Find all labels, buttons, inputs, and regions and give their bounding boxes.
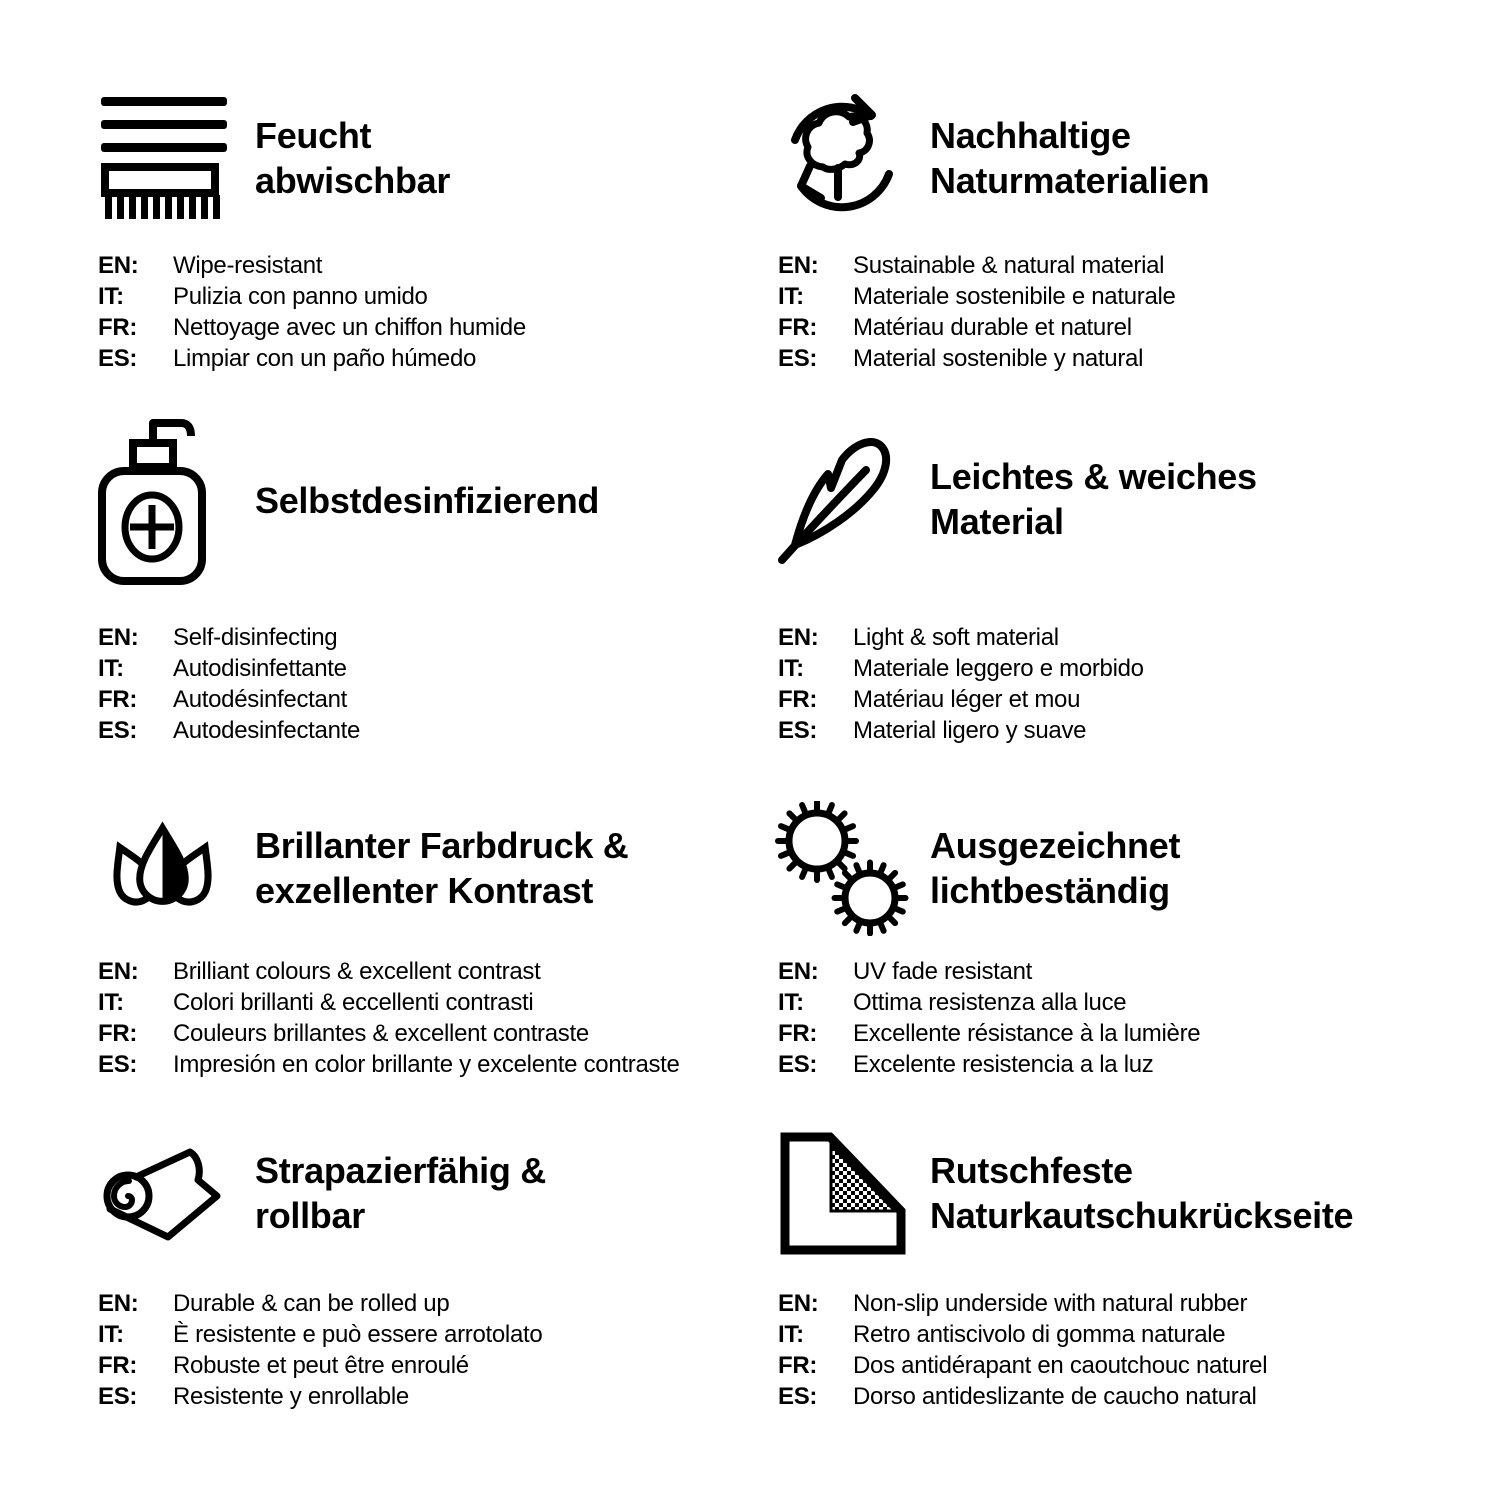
translation-list: [778, 1288, 1475, 1412]
sun-gears-icon-svg: [775, 801, 910, 936]
feature-header: [95, 413, 795, 588]
translation-row: EN: Sustainable & natural material: [778, 252, 1165, 279]
folded-corner-icon: [775, 1131, 930, 1256]
ink-drops-icon-svg: [95, 801, 230, 936]
feature-card-light-soft: [775, 413, 1475, 744]
translation-row: FR: Nettoyage avec un chiffon humide: [98, 314, 526, 341]
translation-row: ES: Resistente y enrollable: [98, 1383, 409, 1410]
translation-list: [98, 1288, 795, 1412]
feature-card-non-slip: [775, 1130, 1475, 1410]
feature-header: [95, 90, 795, 225]
feature-header: [95, 1130, 795, 1256]
translation-list: [98, 956, 795, 1080]
translation-row: FR: Dos antidérapant en caoutchouc naturel: [778, 1352, 1268, 1379]
translation-row: ES: Impresión en color brillante y excelente contraste: [98, 1051, 680, 1078]
feature-header: [775, 413, 1475, 585]
feature-title: Nachhaltige Naturmaterialien: [930, 114, 1210, 201]
ink-drops-icon: [95, 801, 255, 936]
feature-title: Feucht abwischbar: [255, 114, 451, 201]
feature-title: Leichtes & weiches Material: [930, 456, 1257, 542]
feature-title: Rutschfeste Naturkautschukrückseite: [930, 1150, 1354, 1236]
scrub-brush-icon: [95, 93, 255, 223]
rolled-mat-icon: [95, 1134, 255, 1252]
translation-row: EN: Light & soft material: [778, 624, 1059, 651]
translation-row: IT: Autodisinfettante: [98, 655, 347, 682]
feature-title: Selbstdesinfizierend: [255, 480, 600, 521]
feature-card-durable-rollable: [95, 1130, 795, 1410]
feature-header: [775, 90, 1475, 225]
soap-dispenser-icon: [95, 415, 255, 587]
translation-row: ES: Dorso antideslizante de caucho natural: [778, 1383, 1257, 1410]
translation-row: EN: Brilliant colours & excellent contrast: [98, 958, 541, 985]
translation-row: IT: Materiale sostenibile e naturale: [778, 283, 1176, 310]
translation-row: FR: Couleurs brillantes & excellent contraste: [98, 1020, 589, 1047]
soap-dispenser-icon-svg: [95, 415, 210, 587]
translation-row: FR: Robuste et peut être enroulé: [98, 1352, 469, 1379]
translation-row: IT: Colori brillanti & eccellenti contrasti: [98, 989, 534, 1016]
translation-row: FR: Matériau durable et naturel: [778, 314, 1132, 341]
translation-row: IT: Retro antiscivolo di gomma naturale: [778, 1321, 1226, 1348]
scrub-brush-icon-svg: [95, 93, 232, 223]
feature-card-sustainable: [775, 90, 1475, 372]
translation-row: EN: Wipe-resistant: [98, 252, 323, 279]
translation-row: IT: Pulizia con panno umido: [98, 283, 428, 310]
feature-card-self-disinfecting: [95, 413, 795, 744]
translation-row: EN: UV fade resistant: [778, 958, 1032, 985]
translation-row: IT: Ottima resistenza alla luce: [778, 989, 1127, 1016]
translation-list: [98, 622, 795, 746]
translation-row: FR: Autodésinfectant: [98, 686, 347, 713]
feather-icon: [775, 432, 930, 567]
translation-row: IT: Materiale leggero e morbido: [778, 655, 1144, 682]
feature-card-wipeable: [95, 90, 795, 372]
translation-row: ES: Material ligero y suave: [778, 717, 1087, 744]
translation-list: [778, 622, 1475, 746]
recycling-tree-icon-svg: [775, 90, 910, 225]
translation-row: ES: Excelente resistencia a la luz: [778, 1051, 1154, 1078]
translation-row: EN: Self-disinfecting: [98, 624, 338, 651]
feature-header: [775, 1130, 1475, 1256]
rolled-mat-icon-svg: [95, 1134, 230, 1252]
feather-icon-svg: [775, 432, 910, 567]
folded-corner-icon-svg: [775, 1131, 910, 1256]
translation-row: EN: Non-slip underside with natural rubber: [778, 1290, 1248, 1317]
feature-title: Ausgezeichnet lichtbeständig: [930, 825, 1181, 911]
translation-row: IT: È resistente e può essere arrotolato: [98, 1321, 543, 1348]
feature-title: Strapazierfähig & rollbar: [255, 1150, 546, 1236]
feature-header: [95, 793, 795, 943]
sun-gears-icon: [775, 801, 930, 936]
feature-card-lightfast: [775, 793, 1475, 1078]
translation-row: EN: Durable & can be rolled up: [98, 1290, 450, 1317]
translation-row: ES: Material sostenible y natural: [778, 345, 1144, 372]
feature-title: Brillanter Farbdruck & exzellenter Kontrast: [255, 825, 629, 911]
translation-row: ES: Autodesinfectante: [98, 717, 361, 744]
translation-row: FR: Matériau léger et mou: [778, 686, 1081, 713]
translation-list: [778, 250, 1475, 374]
feature-card-brilliant-print: [95, 793, 795, 1078]
feature-header: [775, 793, 1475, 943]
recycling-tree-icon: [775, 90, 930, 225]
translation-row: FR: Excellente résistance à la lumière: [778, 1020, 1201, 1047]
translation-row: ES: Limpiar con un paño húmedo: [98, 345, 477, 372]
translation-list: [778, 956, 1475, 1080]
translation-list: [98, 250, 795, 374]
